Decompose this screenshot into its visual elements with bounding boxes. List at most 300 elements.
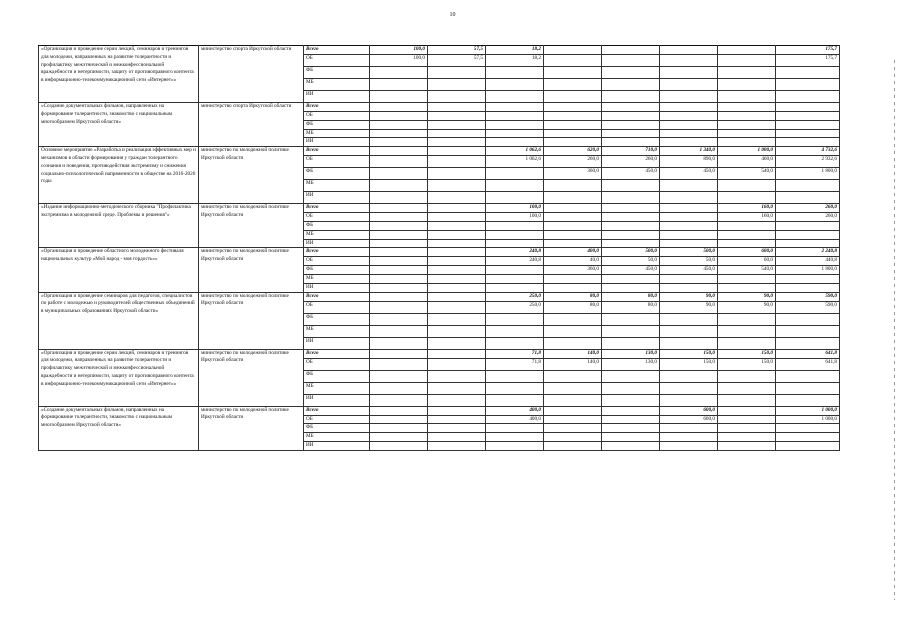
amount-cell: [370, 221, 428, 230]
amount-cell: [486, 274, 544, 283]
amount-cell: [544, 325, 602, 337]
funding-source-cell: ИИ: [304, 138, 370, 147]
funding-source-cell: ОБ: [304, 156, 370, 168]
amount-cell: [486, 283, 544, 292]
amount-cell: [660, 382, 718, 394]
amount-cell: [718, 192, 776, 204]
total-amount-cell: [776, 112, 840, 121]
funding-source-cell: ФБ: [304, 168, 370, 180]
amount-cell: [602, 79, 660, 91]
amount-cell: [370, 433, 428, 442]
amount-cell: [428, 147, 486, 156]
total-amount-cell: [776, 79, 840, 91]
amount-cell: [428, 156, 486, 168]
table-row: [39, 406, 840, 415]
total-amount-cell: 590,0: [776, 301, 840, 313]
funding-source-cell: Всего: [304, 248, 370, 257]
funding-source-cell: Всего: [304, 406, 370, 415]
amount-cell: 600,0: [660, 406, 718, 415]
amount-cell: [660, 274, 718, 283]
amount-cell: [370, 349, 428, 358]
amount-cell: [486, 337, 544, 349]
amount-cell: 450,0: [602, 266, 660, 275]
amount-cell: [370, 370, 428, 382]
total-amount-cell: 175,7: [776, 55, 840, 67]
amount-cell: 71,8: [486, 349, 544, 358]
amount-cell: 160,0: [718, 204, 776, 213]
amount-cell: 360,0: [544, 266, 602, 275]
funding-source-cell: ИИ: [304, 394, 370, 406]
amount-cell: 540,0: [718, 168, 776, 180]
amount-cell: [660, 370, 718, 382]
total-amount-cell: 1 800,0: [776, 168, 840, 180]
amount-cell: [486, 138, 544, 147]
amount-cell: [602, 138, 660, 147]
amount-cell: [660, 204, 718, 213]
activity-name-cell: «Создание документальных фильмов, направленных на формирование толерантности, знакомство с национальным многообразием Иркутской области»: [39, 103, 199, 147]
amount-cell: [602, 325, 660, 337]
funding-source-cell: ИИ: [304, 337, 370, 349]
amount-cell: [486, 103, 544, 112]
executor-cell: министерство по молодежной политике Иркутской области: [199, 292, 304, 349]
amount-cell: [428, 168, 486, 180]
amount-cell: [602, 213, 660, 222]
total-amount-cell: [776, 180, 840, 192]
amount-cell: [544, 91, 602, 103]
table-row: [39, 349, 840, 358]
amount-cell: [544, 394, 602, 406]
amount-cell: [718, 180, 776, 192]
amount-cell: [544, 313, 602, 325]
total-amount-cell: 1 800,0: [776, 266, 840, 275]
funding-source-cell: МБ: [304, 325, 370, 337]
funding-source-cell: Всего: [304, 147, 370, 156]
amount-cell: [660, 239, 718, 248]
amount-cell: [544, 274, 602, 283]
amount-cell: 130,0: [602, 358, 660, 370]
total-amount-cell: 1 000,0: [776, 415, 840, 424]
amount-cell: [428, 283, 486, 292]
funding-source-cell: МБ: [304, 230, 370, 239]
amount-cell: [428, 266, 486, 275]
amount-cell: [718, 120, 776, 129]
amount-cell: [718, 337, 776, 349]
amount-cell: [428, 213, 486, 222]
amount-cell: [486, 325, 544, 337]
amount-cell: [370, 156, 428, 168]
amount-cell: 100,0: [370, 46, 428, 55]
executor-cell: министерство по молодежной политике Иркутской области: [199, 349, 304, 406]
total-amount-cell: [776, 120, 840, 129]
amount-cell: [428, 129, 486, 138]
total-amount-cell: [776, 394, 840, 406]
funding-source-cell: МБ: [304, 382, 370, 394]
total-amount-cell: [776, 129, 840, 138]
amount-cell: [370, 129, 428, 138]
total-amount-cell: [776, 192, 840, 204]
amount-cell: 140,0: [544, 349, 602, 358]
funding-source-cell: ИИ: [304, 91, 370, 103]
amount-cell: [428, 441, 486, 450]
total-amount-cell: 641,8: [776, 349, 840, 358]
amount-cell: [602, 103, 660, 112]
amount-cell: [718, 406, 776, 415]
amount-cell: [370, 283, 428, 292]
amount-cell: [370, 424, 428, 433]
amount-cell: [370, 79, 428, 91]
amount-cell: 600,0: [718, 248, 776, 257]
total-amount-cell: 590,0: [776, 292, 840, 301]
amount-cell: [428, 415, 486, 424]
total-amount-cell: [776, 67, 840, 79]
amount-cell: 100,0: [486, 204, 544, 213]
amount-cell: [602, 274, 660, 283]
amount-cell: [486, 394, 544, 406]
amount-cell: [486, 67, 544, 79]
amount-cell: [718, 325, 776, 337]
amount-cell: 620,0: [544, 147, 602, 156]
total-amount-cell: [776, 230, 840, 239]
amount-cell: [370, 91, 428, 103]
amount-cell: 150,0: [718, 358, 776, 370]
amount-cell: [370, 415, 428, 424]
amount-cell: 710,0: [602, 147, 660, 156]
amount-cell: [370, 112, 428, 121]
amount-cell: [428, 230, 486, 239]
table-row: [39, 103, 840, 112]
amount-cell: [544, 433, 602, 442]
amount-cell: [370, 180, 428, 192]
amount-cell: [428, 433, 486, 442]
total-amount-cell: 4 732,6: [776, 147, 840, 156]
amount-cell: [718, 382, 776, 394]
amount-cell: [718, 129, 776, 138]
amount-cell: [370, 67, 428, 79]
amount-cell: 90,0: [660, 292, 718, 301]
amount-cell: [718, 91, 776, 103]
amount-cell: 80,0: [602, 301, 660, 313]
amount-cell: [370, 313, 428, 325]
total-amount-cell: [776, 239, 840, 248]
amount-cell: [544, 180, 602, 192]
amount-cell: [602, 221, 660, 230]
total-amount-cell: 1 000,0: [776, 406, 840, 415]
total-amount-cell: [776, 441, 840, 450]
amount-cell: [428, 337, 486, 349]
total-amount-cell: 2 240,8: [776, 248, 840, 257]
amount-cell: [486, 79, 544, 91]
funding-source-cell: МБ: [304, 129, 370, 138]
amount-cell: [428, 91, 486, 103]
amount-cell: 600,0: [660, 415, 718, 424]
amount-cell: [660, 129, 718, 138]
amount-cell: 80,0: [544, 292, 602, 301]
amount-cell: 1 062,6: [486, 156, 544, 168]
amount-cell: [602, 382, 660, 394]
amount-cell: [370, 382, 428, 394]
amount-cell: [544, 230, 602, 239]
amount-cell: 100,0: [370, 55, 428, 67]
amount-cell: 80,0: [544, 301, 602, 313]
amount-cell: [370, 138, 428, 147]
funding-source-cell: ОБ: [304, 112, 370, 121]
amount-cell: [428, 103, 486, 112]
scan-edge-line: [894, 60, 895, 600]
amount-cell: 57,5: [428, 46, 486, 55]
amount-cell: 60,0: [718, 257, 776, 266]
amount-cell: [660, 325, 718, 337]
amount-cell: [544, 382, 602, 394]
amount-cell: 500,0: [660, 248, 718, 257]
amount-cell: [428, 112, 486, 121]
total-amount-cell: 175,7: [776, 46, 840, 55]
amount-cell: [602, 313, 660, 325]
activity-name-cell: «Организация и проведение семинаров для педагогов, специалистов по работе с молодежью и руководителей общественных объединений в муниципальных образованиях Иркутской области»: [39, 292, 199, 349]
amount-cell: [602, 120, 660, 129]
amount-cell: [428, 349, 486, 358]
funding-source-cell: ОБ: [304, 55, 370, 67]
amount-cell: 260,0: [602, 156, 660, 168]
amount-cell: [370, 120, 428, 129]
amount-cell: [602, 370, 660, 382]
amount-cell: [486, 239, 544, 248]
amount-cell: [428, 138, 486, 147]
amount-cell: [544, 441, 602, 450]
table-row: [39, 46, 840, 55]
funding-source-cell: ОБ: [304, 415, 370, 424]
amount-cell: [544, 204, 602, 213]
amount-cell: [428, 394, 486, 406]
amount-cell: [602, 406, 660, 415]
executor-cell: министерство по молодежной политике Иркутской области: [199, 406, 304, 450]
amount-cell: [428, 192, 486, 204]
amount-cell: [428, 406, 486, 415]
amount-cell: 400,0: [486, 406, 544, 415]
amount-cell: [544, 129, 602, 138]
amount-cell: [544, 46, 602, 55]
amount-cell: [718, 441, 776, 450]
amount-cell: 100,0: [486, 213, 544, 222]
amount-cell: 400,0: [486, 415, 544, 424]
executor-cell: министерство по молодежной политике Иркутской области: [199, 147, 304, 204]
amount-cell: [660, 46, 718, 55]
amount-cell: [428, 325, 486, 337]
amount-cell: [660, 138, 718, 147]
amount-cell: 50,0: [602, 257, 660, 266]
amount-cell: 18,2: [486, 46, 544, 55]
amount-cell: [544, 213, 602, 222]
amount-cell: [602, 91, 660, 103]
amount-cell: [660, 230, 718, 239]
amount-cell: [718, 283, 776, 292]
amount-cell: [602, 424, 660, 433]
funding-source-cell: МБ: [304, 180, 370, 192]
amount-cell: [718, 79, 776, 91]
funding-source-cell: ФБ: [304, 67, 370, 79]
amount-cell: 890,0: [660, 156, 718, 168]
amount-cell: [544, 79, 602, 91]
amount-cell: [486, 168, 544, 180]
funding-source-cell: ОБ: [304, 213, 370, 222]
amount-cell: [660, 283, 718, 292]
amount-cell: [486, 112, 544, 121]
amount-cell: [486, 221, 544, 230]
amount-cell: [660, 103, 718, 112]
amount-cell: [544, 112, 602, 121]
total-amount-cell: 440,8: [776, 257, 840, 266]
activity-name-cell: «Организация и проведение серии лекций, семинаров и тренингов для молодежи, направленных на развитие толерантности и профилактику межэтнической и межконфессиональной враждебности и нетерпимости, защиту от противоправного контента в информационно-телекоммуникационной сети «Интернет»»: [39, 46, 199, 103]
executor-cell: министерство по молодежной политике Иркутской области: [199, 248, 304, 292]
amount-cell: [660, 394, 718, 406]
amount-cell: [370, 213, 428, 222]
amount-cell: 360,0: [544, 168, 602, 180]
amount-cell: [428, 313, 486, 325]
amount-cell: [660, 221, 718, 230]
amount-cell: [718, 394, 776, 406]
total-amount-cell: [776, 283, 840, 292]
amount-cell: [660, 67, 718, 79]
amount-cell: [428, 292, 486, 301]
amount-cell: [370, 325, 428, 337]
amount-cell: 160,0: [718, 213, 776, 222]
amount-cell: 400,0: [544, 248, 602, 257]
amount-cell: 1 340,0: [660, 147, 718, 156]
amount-cell: [718, 103, 776, 112]
amount-cell: [602, 337, 660, 349]
funding-source-cell: ФБ: [304, 266, 370, 275]
amount-cell: [660, 337, 718, 349]
amount-cell: [718, 112, 776, 121]
amount-cell: [486, 266, 544, 275]
amount-cell: [428, 79, 486, 91]
amount-cell: [660, 120, 718, 129]
total-amount-cell: [776, 274, 840, 283]
amount-cell: [602, 129, 660, 138]
amount-cell: [486, 433, 544, 442]
budget-table: [38, 45, 840, 451]
amount-cell: [370, 204, 428, 213]
amount-cell: [486, 192, 544, 204]
amount-cell: [718, 138, 776, 147]
amount-cell: [544, 415, 602, 424]
funding-source-cell: МБ: [304, 274, 370, 283]
funding-source-cell: ОБ: [304, 301, 370, 313]
amount-cell: 460,0: [718, 156, 776, 168]
total-amount-cell: [776, 424, 840, 433]
amount-cell: 450,0: [660, 266, 718, 275]
funding-source-cell: Всего: [304, 46, 370, 55]
amount-cell: [370, 266, 428, 275]
executor-cell: министерство по молодежной политике Иркутской области: [199, 204, 304, 248]
amount-cell: [486, 230, 544, 239]
table-row: [39, 292, 840, 301]
funding-source-cell: Всего: [304, 292, 370, 301]
funding-source-cell: ФБ: [304, 221, 370, 230]
amount-cell: [370, 248, 428, 257]
amount-cell: [428, 204, 486, 213]
activity-name-cell: «Издание информационно-методического сборника "Профилактика экстремизма в молодежной среде. Проблемы и решения"»: [39, 204, 199, 248]
amount-cell: 1 000,0: [718, 147, 776, 156]
amount-cell: 80,0: [602, 292, 660, 301]
amount-cell: [370, 337, 428, 349]
funding-source-cell: ФБ: [304, 424, 370, 433]
amount-cell: [602, 415, 660, 424]
amount-cell: [428, 424, 486, 433]
amount-cell: 18,2: [486, 55, 544, 67]
amount-cell: [602, 112, 660, 121]
amount-cell: [544, 67, 602, 79]
total-amount-cell: 260,0: [776, 204, 840, 213]
total-amount-cell: [776, 313, 840, 325]
amount-cell: [602, 283, 660, 292]
amount-cell: [718, 415, 776, 424]
funding-source-cell: МБ: [304, 79, 370, 91]
funding-source-cell: ОБ: [304, 257, 370, 266]
amount-cell: [718, 313, 776, 325]
amount-cell: [486, 441, 544, 450]
amount-cell: [718, 370, 776, 382]
funding-source-cell: ФБ: [304, 120, 370, 129]
amount-cell: [428, 221, 486, 230]
amount-cell: 90,0: [718, 292, 776, 301]
amount-cell: [370, 239, 428, 248]
amount-cell: [660, 79, 718, 91]
total-amount-cell: [776, 370, 840, 382]
amount-cell: 90,0: [718, 301, 776, 313]
activity-name-cell: «Создание документальных фильмов, направленных на формирование толерантности, знакомство с национальным многообразием Иркутской области»: [39, 406, 199, 450]
amount-cell: [370, 147, 428, 156]
amount-cell: [486, 424, 544, 433]
amount-cell: 240,8: [486, 248, 544, 257]
amount-cell: [718, 424, 776, 433]
amount-cell: [544, 283, 602, 292]
amount-cell: [660, 433, 718, 442]
amount-cell: [602, 67, 660, 79]
amount-cell: 90,0: [660, 301, 718, 313]
amount-cell: 50,0: [660, 257, 718, 266]
total-amount-cell: 2 932,6: [776, 156, 840, 168]
amount-cell: [486, 382, 544, 394]
amount-cell: [544, 120, 602, 129]
amount-cell: [370, 406, 428, 415]
funding-source-cell: Всего: [304, 349, 370, 358]
amount-cell: 57,5: [428, 55, 486, 67]
executor-cell: министерство спорта Иркутской области: [199, 46, 304, 103]
amount-cell: [544, 337, 602, 349]
amount-cell: [602, 394, 660, 406]
amount-cell: [602, 46, 660, 55]
amount-cell: [428, 370, 486, 382]
funding-source-cell: ОБ: [304, 358, 370, 370]
amount-cell: [602, 55, 660, 67]
amount-cell: [428, 120, 486, 129]
amount-cell: [370, 103, 428, 112]
funding-source-cell: МБ: [304, 433, 370, 442]
amount-cell: 150,0: [660, 349, 718, 358]
table-row: [39, 204, 840, 213]
amount-cell: [718, 55, 776, 67]
amount-cell: [428, 67, 486, 79]
amount-cell: [602, 433, 660, 442]
amount-cell: [660, 91, 718, 103]
amount-cell: [370, 230, 428, 239]
amount-cell: [428, 274, 486, 283]
funding-source-cell: ИИ: [304, 283, 370, 292]
amount-cell: [544, 221, 602, 230]
amount-cell: 130,0: [602, 349, 660, 358]
total-amount-cell: [776, 433, 840, 442]
amount-cell: [660, 213, 718, 222]
